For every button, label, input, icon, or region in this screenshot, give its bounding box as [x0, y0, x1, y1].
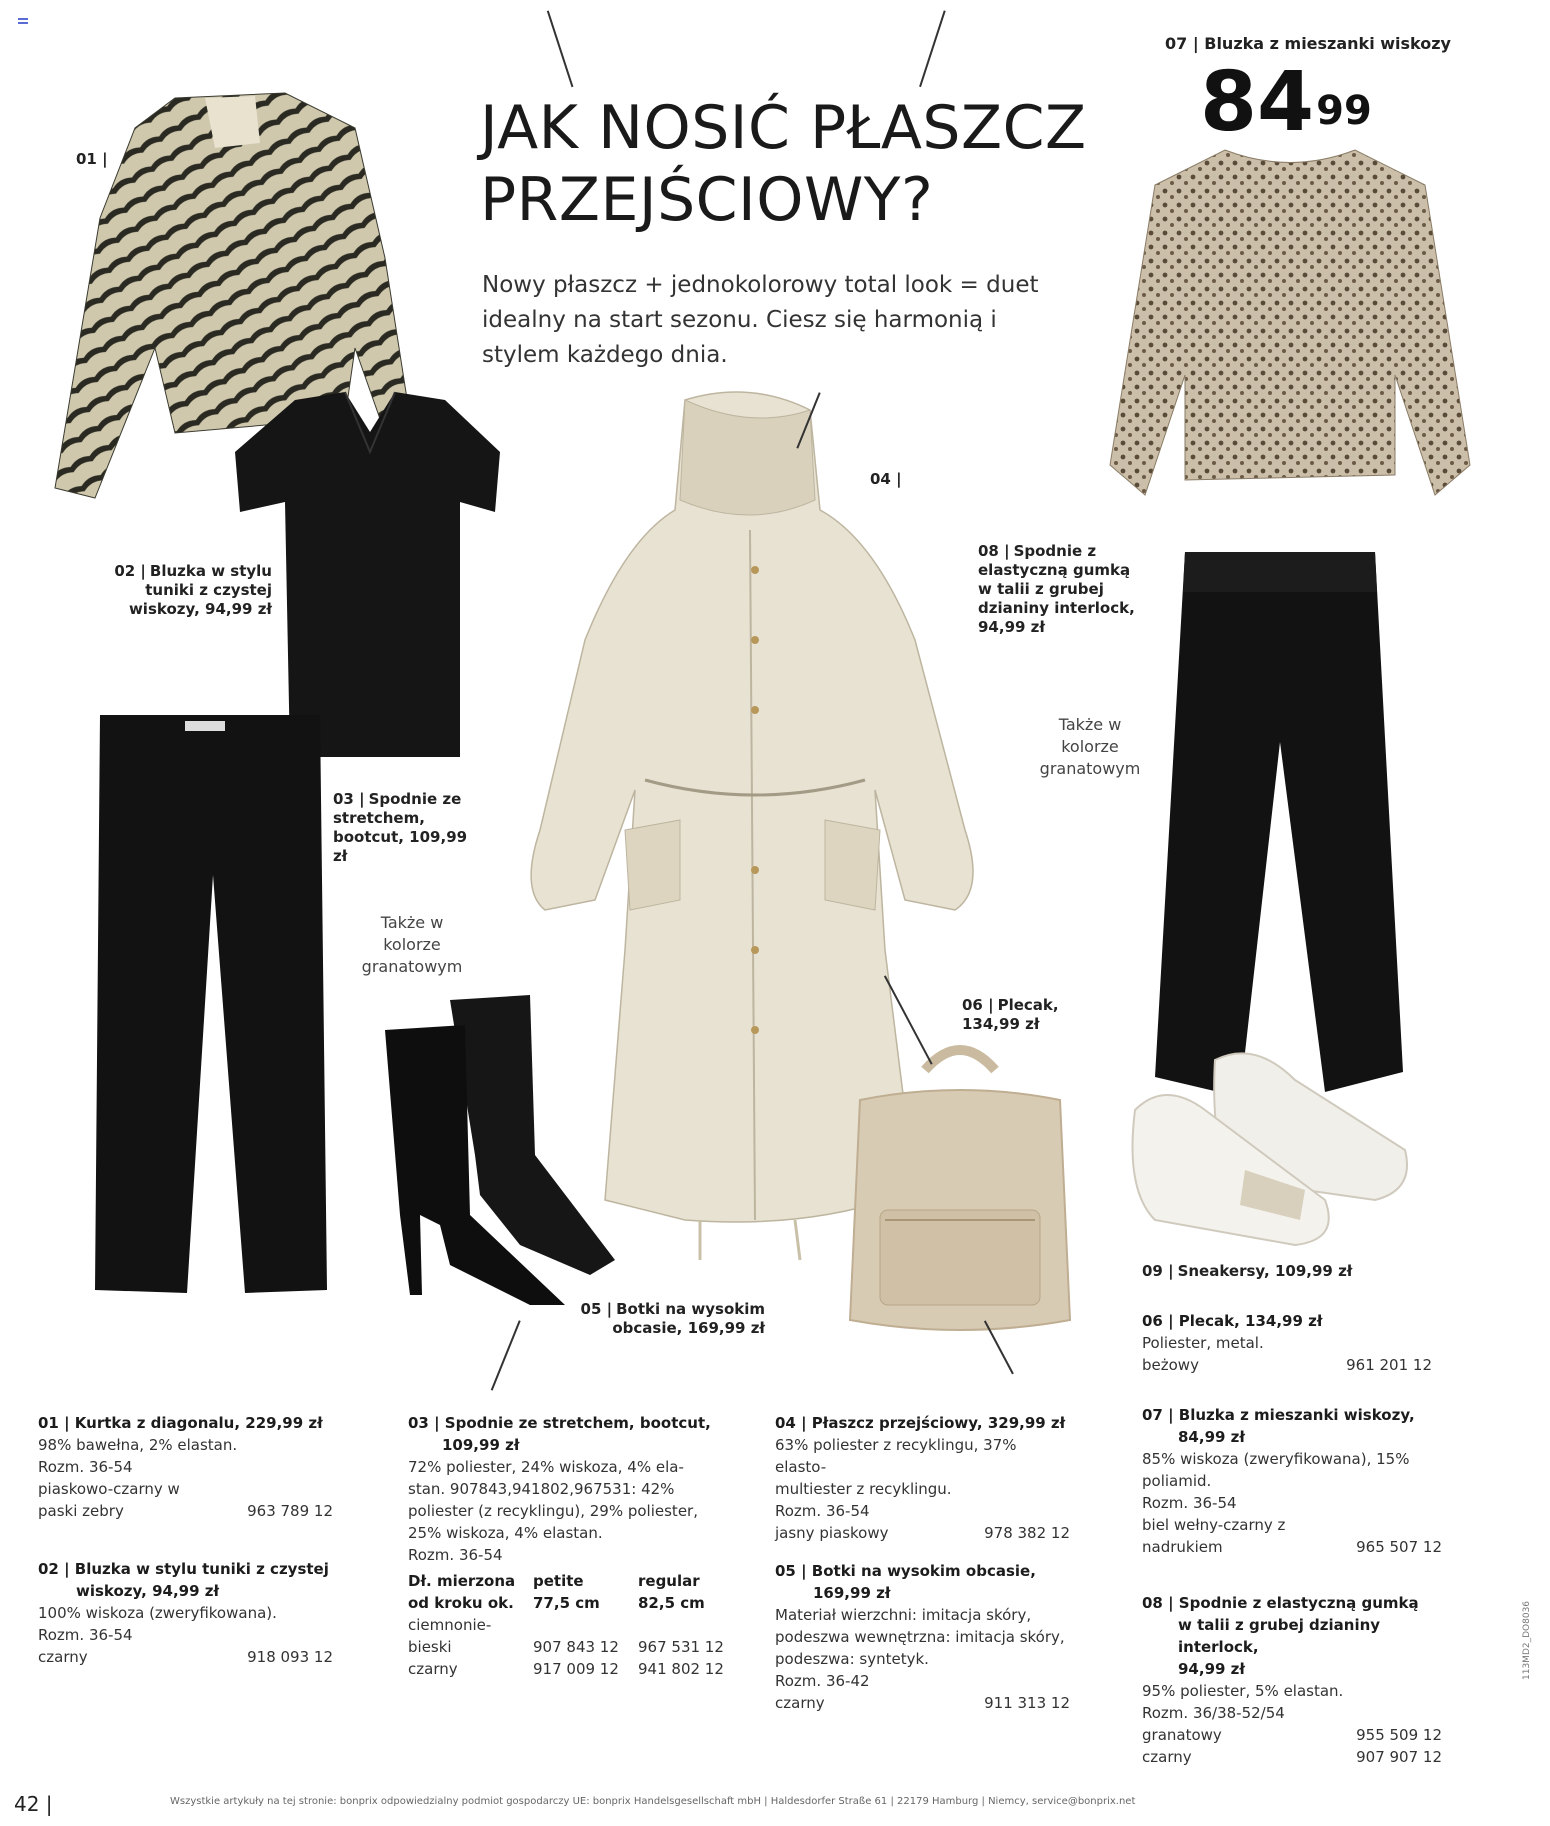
detail-04-color: jasny piaskowy [775, 1524, 889, 1542]
title-line-1: JAK NOSIĆ PŁASZCZ [480, 93, 1087, 163]
size-table-color: ciemnonie- [408, 1616, 492, 1634]
detail-08-head: 08 | Spodnie z elastyczną gumką [1142, 1594, 1419, 1612]
caption-05-num: 05 | [580, 1300, 613, 1318]
detail-08-line: Rozm. 36/38-52/54 [1142, 1704, 1285, 1722]
detail-03-line: poliester (z recyklingu), 29% poliester, [408, 1502, 698, 1520]
detail-03-line: 25% wiskoza, 4% elastan. [408, 1524, 603, 1542]
caption-03 [333, 790, 473, 866]
caption-06 [962, 996, 1082, 1034]
detail-08-code: 955 509 12 [1356, 1726, 1442, 1744]
detail-01-line: Rozm. 36-54 [38, 1458, 133, 1476]
detail-03-line: stan. 907843,941802,967531: 42% [408, 1480, 675, 1498]
detail-05-head: 05 | Botki na wysokim obcasie, [775, 1562, 1036, 1580]
detail-04-line: multiester z recyklingu. [775, 1480, 952, 1498]
detail-06-head: 06 | Plecak, 134,99 zł [1142, 1312, 1323, 1330]
caption-04: 04 | [870, 470, 902, 488]
detail-03-head-cont: 109,99 zł [442, 1436, 520, 1454]
detail-07-head: 07 | Bluzka z mieszanki wiskozy, [1142, 1406, 1415, 1424]
size-table-code: 917 009 12 [533, 1660, 619, 1678]
size-table-header: od kroku ok. [408, 1594, 514, 1612]
detail-06-color: beżowy [1142, 1356, 1199, 1374]
caption-05-text: Botki na wysokim obcasie, 169,99 zł [612, 1300, 765, 1337]
caption-09 [1142, 1262, 1352, 1281]
detail-04-line: 63% poliester z recyklingu, 37% elasto- [775, 1436, 1017, 1476]
bootcut-trousers-image [95, 715, 330, 1295]
detail-07-code: 965 507 12 [1356, 1538, 1442, 1556]
detail-05-line: Rozm. 36-42 [775, 1672, 870, 1690]
size-table-color: czarny [408, 1660, 458, 1678]
decor-line [920, 11, 946, 88]
detail-03-line: Rozm. 36-54 [408, 1546, 503, 1564]
caption-08-note: Także w kolorze granatowym [1039, 715, 1141, 778]
detail-08 [1142, 1592, 1442, 1768]
pointer-line-05 [491, 1320, 520, 1390]
detail-01-code: 963 789 12 [247, 1502, 333, 1520]
detail-01-line: piaskowo-czarny w [38, 1480, 180, 1498]
caption-05 [570, 1300, 765, 1338]
detail-04 [775, 1412, 1070, 1544]
detail-02-head: 02 | Bluzka w stylu tuniki z czystej [38, 1560, 329, 1578]
intro-text: Nowy płaszcz + jednokolorowy total look = duet idealny na start sezonu. Ciesz się harmonią i stylem każdego dnia. [482, 272, 1039, 368]
caption-08 [978, 542, 1143, 637]
caption-06-text: Plecak, 134,99 zł [962, 996, 1059, 1033]
detail-03-size-table [408, 1570, 738, 1680]
detail-01-head: 01 | Kurtka z diagonalu, 229,99 zł [38, 1414, 323, 1432]
detail-05-line: podeszwa wewnętrzna: imitacja skóry, [775, 1628, 1065, 1646]
detail-08-line: 95% poliester, 5% elastan. [1142, 1682, 1344, 1700]
black-tunic-image [235, 392, 505, 762]
detail-07-line: Rozm. 36-54 [1142, 1494, 1237, 1512]
decor-line [547, 11, 573, 88]
caption-09-text: Sneakersy, 109,99 zł [1177, 1262, 1353, 1280]
sneakers-image [1125, 1040, 1415, 1250]
caption-08-num: 08 | [978, 542, 1010, 560]
caption-09-num: 09 | [1142, 1262, 1174, 1280]
detail-02-head-cont: wiskozy, 94,99 zł [76, 1582, 220, 1600]
price-banner-value [1200, 55, 1372, 150]
caption-02 [82, 562, 272, 619]
detail-08-color: czarny [1142, 1748, 1192, 1766]
price-banner-label: 07 | Bluzka z mieszanki wiskozy [1165, 34, 1451, 53]
detail-07-line: 85% wiskoza (zweryfikowana), 15% [1142, 1450, 1410, 1468]
detail-08-head-cont: w talii z grubej dzianiny interlock, [1178, 1616, 1381, 1656]
detail-05-code: 911 313 12 [984, 1694, 1070, 1712]
caption-03-num: 03 | [333, 790, 365, 808]
size-table-regular: regular [638, 1572, 700, 1590]
detail-07-line: biel wełny-czarny z [1142, 1516, 1286, 1534]
size-table-code: 967 531 12 [638, 1638, 724, 1656]
high-heel-boots-image [380, 995, 620, 1305]
interlock-trousers-image [1155, 552, 1405, 1102]
detail-02-line: 100% wiskoza (zweryfikowana). [38, 1604, 277, 1622]
detail-05 [775, 1560, 1070, 1714]
page-number: 42 | [14, 1792, 53, 1816]
detail-07-line: poliamid. [1142, 1472, 1212, 1490]
detail-05-color: czarny [775, 1694, 825, 1712]
size-table-petite: petite [533, 1572, 584, 1590]
detail-08-code: 907 907 12 [1356, 1748, 1442, 1766]
detail-07 [1142, 1404, 1442, 1558]
detail-04-line: Rozm. 36-54 [775, 1502, 870, 1520]
detail-06-line: Poliester, metal. [1142, 1334, 1264, 1352]
detail-03-line: 72% poliester, 24% wiskoza, 4% ela- [408, 1458, 684, 1476]
size-table-code: 941 802 12 [638, 1660, 724, 1678]
detail-04-code: 978 382 12 [984, 1524, 1070, 1542]
detail-01-color: paski zebry [38, 1502, 124, 1520]
detail-05-head-cont: 169,99 zł [813, 1584, 891, 1602]
detail-07-head-cont: 84,99 zł [1178, 1428, 1245, 1446]
detail-03-head: 03 | Spodnie ze stretchem, bootcut, [408, 1414, 711, 1432]
price-cents: 99 [1316, 88, 1372, 134]
caption-06-num: 06 | [962, 996, 994, 1014]
detail-05-line: podeszwa: syntetyk. [775, 1650, 929, 1668]
size-table-code: 907 843 12 [533, 1638, 619, 1656]
detail-02 [38, 1558, 333, 1668]
detail-08-head-cont: 94,99 zł [1178, 1660, 1245, 1678]
detail-02-line: Rozm. 36-54 [38, 1626, 133, 1644]
detail-01 [38, 1412, 333, 1522]
detail-06-code: 961 201 12 [1346, 1356, 1432, 1374]
leopard-blouse-image [1105, 145, 1475, 505]
menu-icon[interactable] [18, 18, 28, 26]
detail-06 [1142, 1310, 1442, 1376]
detail-01-line: 98% bawełna, 2% elastan. [38, 1436, 238, 1454]
backpack-image [840, 1040, 1080, 1340]
detail-08-color: granatowy [1142, 1726, 1222, 1744]
size-table-header: Dł. mierzona [408, 1572, 516, 1590]
page-title [480, 92, 1120, 236]
size-table-regular-length: 82,5 cm [638, 1594, 705, 1612]
caption-02-num: 02 | [114, 562, 146, 580]
legal-footer: Wszystkie artykuły na tej stronie: bonprix odpowiedzialny podmiot gospodarczy UE: bonprix Handelsgesellschaft mbH | Haldesdorfer Straße 61 | 22179 Hamburg | Niemcy, service@bonprix.net [170, 1796, 1136, 1807]
catalog-code: 113MD2_DO8036 [1522, 1600, 1532, 1680]
size-table-color: bieski [408, 1638, 452, 1656]
size-table-petite-length: 77,5 cm [533, 1594, 600, 1612]
title-line-2: PRZEJŚCIOWY? [480, 165, 934, 235]
caption-01: 01 | [76, 150, 108, 168]
detail-07-color: nadrukiem [1142, 1538, 1223, 1556]
caption-03-note: Także w kolorze granatowym [361, 913, 463, 976]
detail-03 [408, 1412, 738, 1680]
caption-02-text: Bluzka w stylu tuniki z czystej wiskozy, 94,99 zł [128, 562, 272, 618]
caption-08-text: Spodnie z elastyczną gumką w talii z grubej dzianiny interlock, 94,99 zł [978, 542, 1135, 636]
detail-04-head: 04 | Płaszcz przejściowy, 329,99 zł [775, 1414, 1066, 1432]
caption-03-text: Spodnie ze stretchem, bootcut, 109,99 zł [333, 790, 468, 865]
detail-02-color: czarny [38, 1648, 88, 1666]
detail-02-code: 918 093 12 [247, 1648, 333, 1666]
detail-05-line: Materiał wierzchni: imitacja skóry, [775, 1606, 1032, 1624]
price-main: 84 [1200, 55, 1315, 150]
